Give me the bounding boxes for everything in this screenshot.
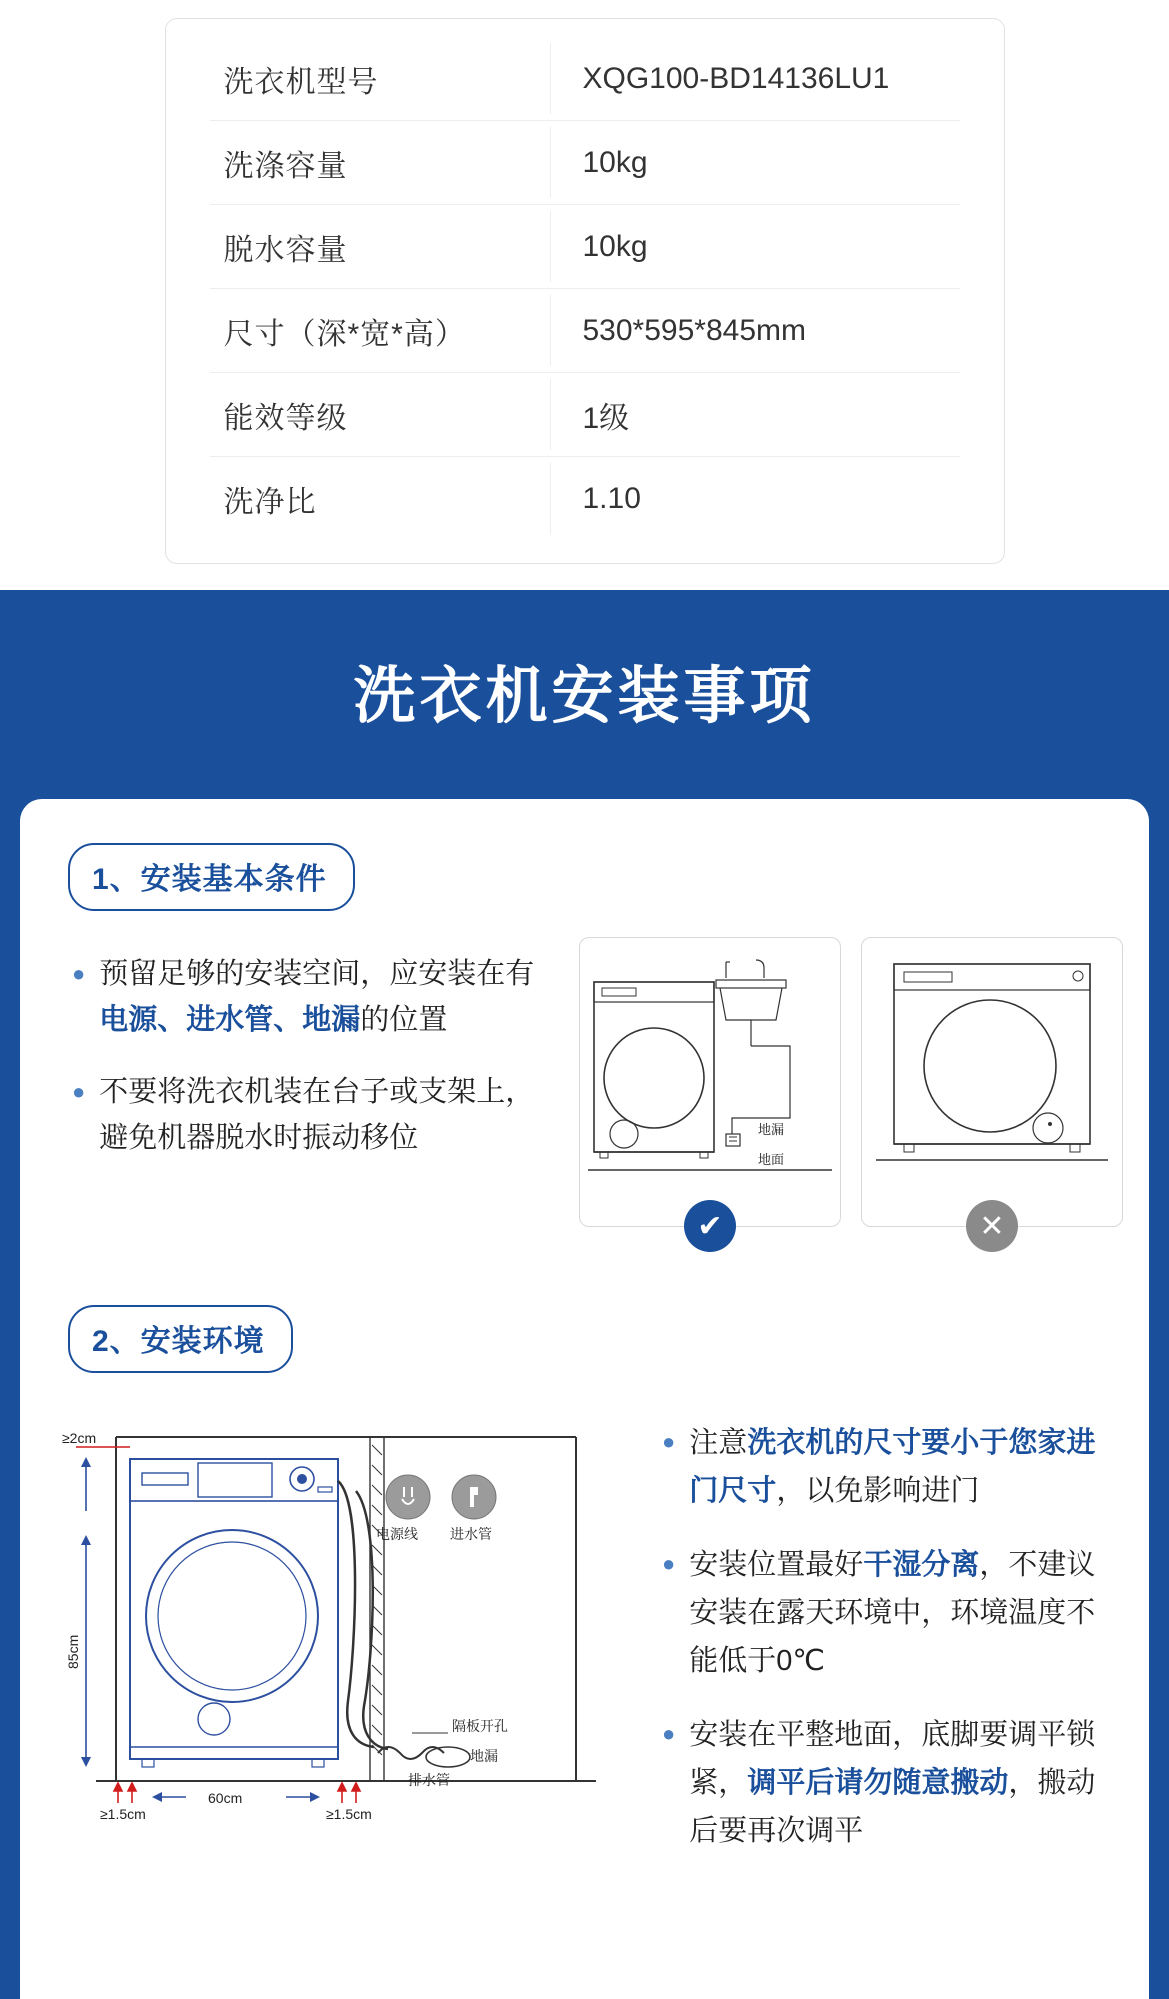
spec-table-section: [0, 0, 1169, 590]
label-floor-drain-2: 地漏: [470, 1748, 498, 1764]
figure-wrong-install: [861, 937, 1123, 1243]
section-2: [20, 1305, 1149, 1881]
bullet-dot-icon: ●: [72, 961, 86, 986]
table-row: [210, 121, 960, 205]
install-panel: [20, 799, 1149, 1999]
bullet-dot-icon: ●: [662, 1429, 676, 1454]
spec-value: 10kg: [582, 229, 648, 263]
banner: [0, 590, 1169, 765]
spec-key: 尺寸（深*宽*高）: [223, 317, 466, 351]
installation-dimensions-diagram: [56, 1401, 646, 1821]
page-title: 洗衣机安装事项: [353, 662, 816, 731]
panel-outer: [0, 765, 1169, 1999]
list-item: [662, 1711, 1119, 1855]
section-1-figures: [560, 937, 1149, 1243]
section-2-bullets: [656, 1401, 1119, 1881]
bullet-text: 安装位置最好干湿分离，不建议安装在露天环境中，环境温度不能低于0℃: [689, 1549, 1096, 1677]
spec-key: 洗衣机型号: [223, 65, 379, 99]
bullet-text: 安装在平整地面，底脚要调平锁紧，调平后请勿随意搬动，搬动后要再次调平: [689, 1719, 1096, 1847]
section-heading-1: 1、安装基本条件: [68, 843, 355, 911]
bullet-text: 注意洗衣机的尺寸要小于您家进门尺寸，以免影响进门: [689, 1427, 1096, 1507]
list-item: [662, 1419, 1119, 1515]
bullet-dot-icon: ●: [662, 1721, 676, 1746]
label-power-cord: 电源线: [376, 1526, 418, 1542]
label-left-clearance: ≥1.5cm: [100, 1806, 146, 1821]
cross-icon: ✕: [966, 1200, 1018, 1252]
section-1-bullets: [20, 937, 560, 1187]
figure-correct-install: [579, 937, 841, 1243]
bullet-dot-icon: ●: [72, 1079, 86, 1104]
spec-table: [165, 18, 1005, 564]
label-drain-hose: 排水管: [408, 1772, 450, 1788]
label-floor-drain: 地漏: [758, 1122, 785, 1137]
bullet-text: 不要将洗衣机装在台子或支架上，避免机器脱水时振动移位: [99, 1076, 535, 1154]
spec-value: 1.10: [582, 482, 641, 515]
label-width: 60cm: [208, 1790, 243, 1806]
bullet-text: 预留足够的安装空间，应安装在有电源、进水管、地漏的位置: [99, 958, 535, 1036]
table-row: [210, 205, 960, 289]
spec-key: 洗净比: [223, 486, 317, 519]
check-icon: ✔: [684, 1200, 736, 1252]
label-top-clearance: ≥2cm: [62, 1430, 97, 1446]
table-row: [210, 37, 960, 121]
spec-value: 530*595*845mm: [582, 313, 806, 347]
spec-value: 10kg: [582, 145, 648, 179]
spec-key: 脱水容量: [223, 233, 348, 267]
spec-key: 洗涤容量: [223, 149, 348, 183]
section-2-body: [20, 1401, 1149, 1881]
label-height: 85cm: [65, 1634, 81, 1669]
label-floor: 地面: [758, 1152, 785, 1167]
table-row: [210, 289, 960, 373]
washer-on-stand-diagram: [862, 938, 1122, 1226]
washer-with-drain-diagram: [580, 938, 840, 1226]
label-partition-hole: 隔板开孔: [452, 1718, 508, 1734]
table-row: [210, 373, 960, 457]
table-row: [210, 457, 960, 541]
spec-value: XQG100-BD14136LU1: [582, 61, 890, 95]
section-heading-2: 2、安装环境: [68, 1305, 293, 1373]
washer-clearance-svg: [56, 1401, 636, 1821]
list-item: [72, 951, 560, 1043]
list-item: [662, 1541, 1119, 1685]
list-item: [72, 1069, 560, 1161]
section-1-body: [20, 937, 1149, 1243]
label-inlet-hose: 进水管: [450, 1526, 492, 1542]
bullet-dot-icon: ●: [662, 1551, 676, 1576]
label-right-clearance: ≥1.5cm: [326, 1806, 372, 1821]
spec-value: 1级: [582, 401, 630, 435]
spec-key: 能效等级: [223, 401, 348, 435]
